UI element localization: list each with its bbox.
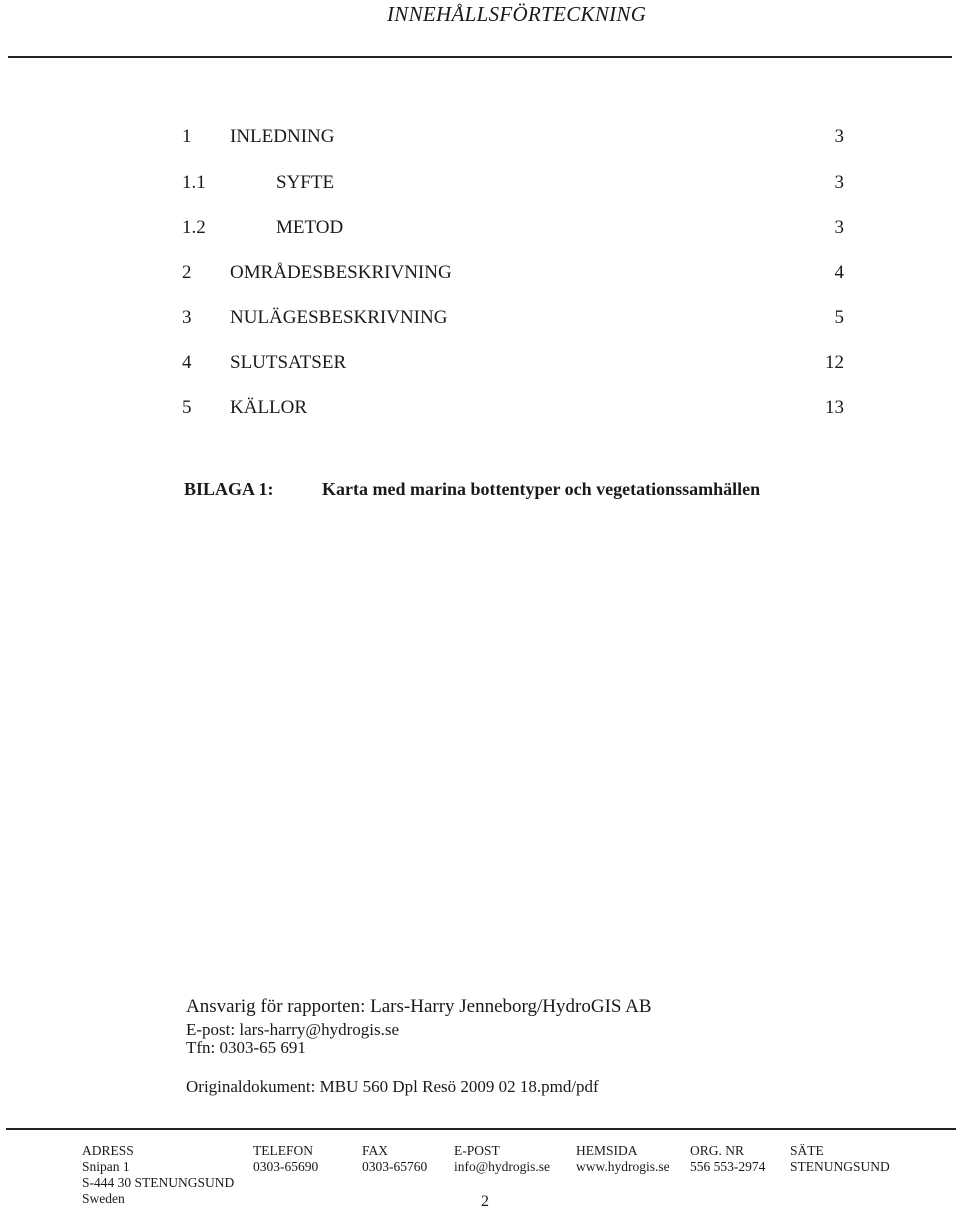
- toc-title: OMRÅDESBESKRIVNING: [230, 262, 452, 283]
- footer-label: SÄTE: [790, 1143, 824, 1158]
- toc-entry-nulagesbeskrivning[interactable]: [0, 307, 960, 331]
- footer-fax: [362, 1143, 427, 1175]
- toc-page-number: 12: [825, 352, 844, 373]
- appendix-title: Karta med marina bottentyper och vegetationssamhällen: [322, 479, 761, 499]
- toc-entry-metod[interactable]: [0, 217, 960, 241]
- toc-entry-omradesbeskrivning[interactable]: [0, 262, 960, 286]
- footer-address: [82, 1143, 234, 1207]
- toc-page-number: 5: [834, 307, 844, 328]
- footer-label: ADRESS: [82, 1143, 134, 1158]
- footer-telefon: [253, 1143, 318, 1175]
- toc-title: SYFTE: [276, 172, 335, 193]
- toc-number: 4: [182, 352, 192, 373]
- footer-orgnr: [690, 1143, 765, 1175]
- footer-value: S-444 30 STENUNGSUND: [82, 1175, 235, 1190]
- toc-page-number: 13: [825, 397, 844, 418]
- footer-value: STENUNGSUND: [790, 1159, 890, 1174]
- toc-title: NULÄGESBESKRIVNING: [230, 307, 448, 328]
- toc-number: 1.1: [182, 172, 206, 193]
- footer-website-link[interactable]: www.hydrogis.se: [576, 1159, 670, 1174]
- toc-page-number: 3: [834, 217, 844, 238]
- footer-label: HEMSIDA: [576, 1143, 638, 1158]
- toc-entry-inledning[interactable]: [0, 126, 960, 150]
- responsible-email: E-post: lars-harry@hydrogis.se: [186, 1020, 399, 1039]
- toc-number: 1.2: [182, 217, 206, 238]
- footer-email-link[interactable]: info@hydrogis.se: [454, 1159, 551, 1174]
- toc-title: INLEDNING: [230, 126, 335, 147]
- original-document: Originaldokument: MBU 560 Dpl Resö 2009 02 18.pmd/pdf: [186, 1077, 599, 1096]
- toc-title: METOD: [276, 217, 344, 238]
- footer-value: 0303-65760: [362, 1159, 428, 1174]
- toc-number: 1: [182, 126, 192, 147]
- page-number: 2: [481, 1193, 489, 1210]
- responsible-person: Ansvarig för rapporten: Lars-Harry Jenneborg/HydroGIS AB: [186, 996, 652, 1017]
- footer-value: Snipan 1: [82, 1159, 130, 1174]
- toc-title: SLUTSATSER: [230, 352, 347, 373]
- footer-label: ORG. NR: [690, 1143, 745, 1158]
- footer-divider: [6, 1128, 956, 1130]
- footer-sate: [790, 1143, 890, 1175]
- toc-page-number: 3: [834, 172, 844, 193]
- footer-value: 0303-65690: [253, 1159, 319, 1174]
- toc-entry-slutsatser[interactable]: [0, 352, 960, 376]
- footer-label: FAX: [362, 1143, 389, 1158]
- toc-title: KÄLLOR: [230, 397, 308, 418]
- page-title: INNEHÅLLSFÖRTECKNING: [387, 2, 647, 26]
- footer-value: Sweden: [82, 1191, 125, 1206]
- toc-entry-kallor[interactable]: [0, 397, 960, 421]
- header-divider: [8, 56, 952, 58]
- footer-hemsida: [576, 1143, 670, 1175]
- toc-page-number: 4: [834, 262, 844, 283]
- toc-number: 5: [182, 397, 192, 418]
- footer-epost: [454, 1143, 550, 1175]
- appendix-label: BILAGA 1:: [184, 479, 274, 499]
- responsible-phone: Tfn: 0303-65 691: [186, 1038, 306, 1057]
- footer-label: TELEFON: [253, 1143, 313, 1158]
- toc-number: 2: [182, 262, 192, 283]
- toc-page-number: 3: [834, 126, 844, 147]
- toc-entry-syfte[interactable]: [0, 172, 960, 196]
- toc-number: 3: [182, 307, 192, 328]
- footer-value: 556 553-2974: [690, 1159, 766, 1174]
- footer-label: E-POST: [454, 1143, 500, 1158]
